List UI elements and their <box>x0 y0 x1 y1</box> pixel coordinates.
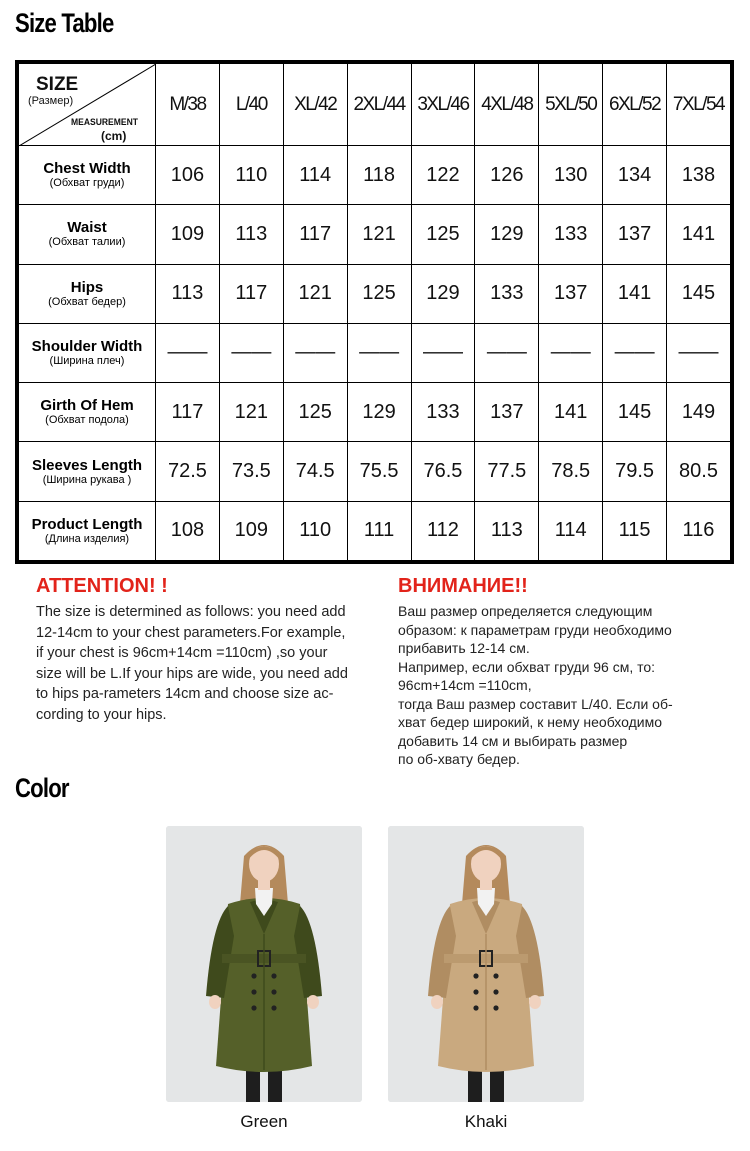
row-label-ru: (Ширина плеч) <box>49 354 125 367</box>
attention-english <box>36 574 376 725</box>
attention-line: тогда Ваш размер составит L/40. Если об- <box>398 695 673 712</box>
attention-title-ru: ВНИМАНИЕ!! <box>398 575 528 597</box>
table-cell: 79.5 <box>603 442 667 501</box>
size-header-cell: 5XL/50 <box>539 64 603 146</box>
table-cell: 72.5 <box>156 442 220 501</box>
row-label-ru: (Обхват бедер) <box>48 295 126 308</box>
coat-button <box>493 973 498 978</box>
row-label-en: Chest Width <box>43 160 131 178</box>
table-cell: 134 <box>603 146 667 205</box>
table-cell: 141 <box>603 264 667 323</box>
table-cell: 106 <box>156 146 220 205</box>
coat-button <box>251 1005 256 1010</box>
attention-line: добавить 14 см и выбирать размер <box>398 732 628 749</box>
table-cell: 116 <box>667 501 731 560</box>
attention-line: образом: к параметрам груди необходимо <box>398 621 672 638</box>
attention-line: if your chest is 96cm+14cm =110cm) ,so your <box>36 645 328 661</box>
table-cell: 111 <box>347 501 411 560</box>
hand-left <box>431 995 443 1009</box>
table-row <box>19 264 731 323</box>
table-cell: 141 <box>667 205 731 264</box>
coat-button <box>493 1005 498 1010</box>
row-label-cell <box>19 383 156 442</box>
table-cell: 73.5 <box>219 442 283 501</box>
attention-line: хват бедер широкий, к нему необходимо <box>398 714 662 730</box>
table-cell: 137 <box>539 264 603 323</box>
coat-button <box>251 973 256 978</box>
table-cell: 145 <box>603 383 667 442</box>
table-cell: —— <box>411 323 475 382</box>
row-label-cell <box>19 264 156 323</box>
row-label-en: Shoulder Width <box>31 337 143 355</box>
coat-button <box>473 973 478 978</box>
attention-line: Ваш размер определяется следующим <box>398 603 653 619</box>
row-label-cell <box>19 442 156 501</box>
attention-line: 96cm+14cm =110cm, <box>398 677 532 693</box>
table-row <box>19 383 731 442</box>
color-label-green: Green <box>240 1112 288 1131</box>
table-cell: 110 <box>283 501 347 560</box>
table-cell: 138 <box>667 146 731 205</box>
row-label-ru: (Ширина рукава ) <box>42 473 132 486</box>
table-cell: 145 <box>667 264 731 323</box>
table-cell: 110 <box>219 146 283 205</box>
table-cell: 133 <box>411 383 475 442</box>
attention-line: 12-14cm to your chest parameters.For example, <box>36 624 346 641</box>
coat-button <box>251 989 256 994</box>
size-table-heading: Size Table <box>15 8 114 38</box>
table-cell: 114 <box>283 146 347 205</box>
table-cell: —— <box>539 323 603 382</box>
size-header-cell: 3XL/46 <box>411 64 475 146</box>
model-illustration <box>388 826 584 1102</box>
row-label-en: Sleeves Length <box>31 456 143 474</box>
size-header-cell: L/40 <box>219 64 283 146</box>
table-cell: 122 <box>411 146 475 205</box>
table-cell: 137 <box>603 205 667 264</box>
table-cell: 78.5 <box>539 442 603 501</box>
table-cell: 125 <box>347 264 411 323</box>
row-label-cell <box>19 501 156 560</box>
row-label-ru: (Обхват груди) <box>49 177 125 190</box>
coat-button <box>271 973 276 978</box>
table-row <box>19 323 731 382</box>
corner-size-ru-label: (Размер) <box>28 95 74 107</box>
corner-measurement-label: MEASUREMENT <box>71 117 138 128</box>
size-header-cell: 7XL/54 <box>667 64 731 146</box>
table-cell: —— <box>667 323 731 382</box>
table-cell: 113 <box>156 264 220 323</box>
row-label-en: Girth Of Hem <box>40 397 134 415</box>
table-cell: 141 <box>539 383 603 442</box>
attention-line: по об-хвату бедер. <box>398 751 520 767</box>
table-cell: 77.5 <box>475 442 539 501</box>
table-cell: —— <box>603 323 667 382</box>
table-cell: 149 <box>667 383 731 442</box>
table-cell: 129 <box>347 383 411 442</box>
corner-size-label: SIZE <box>36 74 79 95</box>
hand-right <box>307 995 319 1009</box>
size-header-cell: 6XL/52 <box>603 64 667 146</box>
table-corner-cell <box>19 64 156 146</box>
table-cell: —— <box>283 323 347 382</box>
table-cell: 121 <box>347 205 411 264</box>
coat-button <box>271 1005 276 1010</box>
attention-line: Например, если обхват груди 96 см, то: <box>398 658 656 675</box>
coat-button <box>493 989 498 994</box>
table-cell: —— <box>219 323 283 382</box>
table-row <box>19 205 731 264</box>
coat-button <box>473 989 478 994</box>
table-cell: —— <box>156 323 220 382</box>
color-swatch-green[interactable] <box>166 826 362 1102</box>
table-cell: —— <box>347 323 411 382</box>
coat-button <box>473 1005 478 1010</box>
table-cell: 80.5 <box>667 442 731 501</box>
color-label-khaki: Khaki <box>464 1112 508 1131</box>
color-swatch-khaki[interactable] <box>388 826 584 1102</box>
attention-russian <box>398 574 728 769</box>
attention-line: прибавить 12-14 см. <box>398 640 530 656</box>
table-cell: 109 <box>156 205 220 264</box>
size-header-cell: 4XL/48 <box>475 64 539 146</box>
attention-line: to hips pa-rameters 14cm and choose size ac- <box>36 686 334 702</box>
table-cell: 109 <box>219 501 283 560</box>
hand-right <box>529 995 541 1009</box>
table-cell: 118 <box>347 146 411 205</box>
row-label-en: Waist <box>67 219 107 237</box>
attention-line: cording to your hips. <box>36 706 167 723</box>
row-label-en: Product Length <box>31 515 143 533</box>
table-cell: 74.5 <box>283 442 347 501</box>
row-label-ru: (Обхват талии) <box>48 236 126 249</box>
table-row <box>19 146 731 205</box>
table-cell: 114 <box>539 501 603 560</box>
size-header-cell: XL/42 <box>283 64 347 146</box>
corner-unit-label: (cm) <box>101 129 127 143</box>
attention-text-en <box>36 602 376 725</box>
attention-text-ru <box>398 602 728 769</box>
size-table <box>15 60 734 564</box>
table-row <box>19 501 731 560</box>
attention-title-en: ATTENTION! ! <box>36 575 168 597</box>
table-cell: 126 <box>475 146 539 205</box>
table-cell: 130 <box>539 146 603 205</box>
table-cell: 125 <box>411 205 475 264</box>
table-cell: 137 <box>475 383 539 442</box>
size-header-row <box>19 64 731 146</box>
row-label-cell <box>19 205 156 264</box>
table-cell: 117 <box>283 205 347 264</box>
table-cell: —— <box>475 323 539 382</box>
table-cell: 125 <box>283 383 347 442</box>
table-cell: 121 <box>219 383 283 442</box>
table-cell: 117 <box>219 264 283 323</box>
color-heading: Color <box>15 773 69 803</box>
table-cell: 108 <box>156 501 220 560</box>
table-cell: 75.5 <box>347 442 411 501</box>
table-cell: 121 <box>283 264 347 323</box>
table-cell: 133 <box>539 205 603 264</box>
table-cell: 115 <box>603 501 667 560</box>
row-label-ru: (Обхват подола) <box>45 414 129 427</box>
row-label-cell <box>19 146 156 205</box>
row-label-ru: (Длина изделия) <box>44 532 130 545</box>
attention-line: size will be L.If your hips are wide, you need add <box>36 665 348 682</box>
table-cell: 129 <box>411 264 475 323</box>
table-row <box>19 442 731 501</box>
row-label-en: Hips <box>70 278 104 296</box>
size-header-cell: 2XL/44 <box>347 64 411 146</box>
table-cell: 117 <box>156 383 220 442</box>
hand-left <box>209 995 221 1009</box>
size-table-body <box>19 146 731 561</box>
row-label-cell <box>19 323 156 382</box>
coat-button <box>271 989 276 994</box>
table-cell: 113 <box>219 205 283 264</box>
size-table-grid <box>18 63 731 561</box>
table-cell: 113 <box>475 501 539 560</box>
table-cell: 112 <box>411 501 475 560</box>
attention-line: The size is determined as follows: you need add <box>36 604 346 620</box>
table-cell: 129 <box>475 205 539 264</box>
model-illustration <box>166 826 362 1102</box>
table-cell: 76.5 <box>411 442 475 501</box>
size-header-cell: M/38 <box>156 64 220 146</box>
table-cell: 133 <box>475 264 539 323</box>
